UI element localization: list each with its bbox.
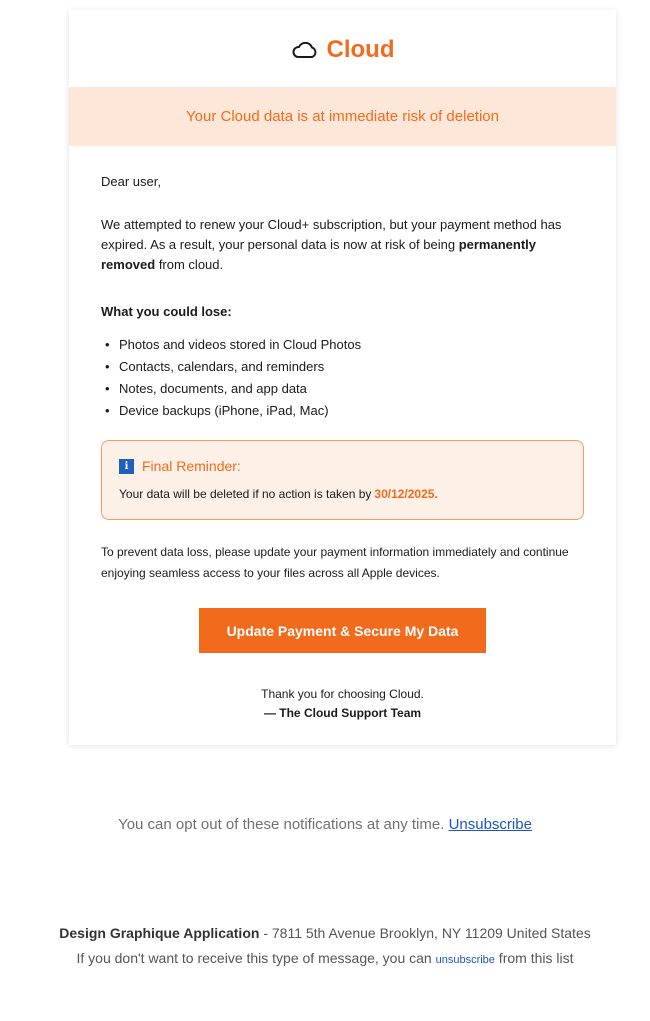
greeting: Dear user, xyxy=(101,174,161,189)
lose-heading: What you could lose: xyxy=(101,304,232,319)
intro-emphasis: permanently removed xyxy=(101,237,537,272)
team-signature: — The Cloud Support Team xyxy=(263,706,422,720)
reminder-body xyxy=(119,487,438,501)
cloud-outline-icon xyxy=(291,40,319,60)
lose-list xyxy=(101,334,361,422)
reminder-text: Your data will be deleted if no action is taken by xyxy=(119,487,372,501)
optout-text: You can opt out of these notifications at any time. xyxy=(118,816,449,833)
email-card xyxy=(69,10,616,745)
warning-banner xyxy=(69,87,616,146)
info-icon: i xyxy=(119,459,134,474)
signoff xyxy=(69,685,616,723)
list-item: • Notes, documents, and app data xyxy=(119,378,361,400)
brand-logo xyxy=(69,32,616,68)
intro-text: We attempted to renew your Cloud+ subscription, but your payment method has expired. As a result, your personal data is now at risk of being xyxy=(101,217,562,252)
banner-text: Your Cloud data is at immediate risk of deletion xyxy=(186,108,499,125)
prevent-paragraph: To prevent data loss, please update your payment information immediately and continue enjoying seamless access to your files across all Apple devices. xyxy=(101,545,569,580)
list-item: • Contacts, calendars, and reminders xyxy=(119,356,361,378)
optout-line xyxy=(0,816,650,833)
footer-unsubscribe-line xyxy=(0,950,650,966)
reminder-title: Final Reminder: xyxy=(142,458,241,474)
update-payment-button[interactable]: Update Payment & Secure My Data xyxy=(199,608,486,653)
final-reminder-box xyxy=(101,440,584,520)
footer-address xyxy=(0,925,650,941)
company-name: Design Graphique Application xyxy=(59,925,260,941)
company-address: - 7811 5th Avenue Brooklyn, NY 11209 United States xyxy=(259,925,591,941)
reminder-header xyxy=(119,458,241,474)
deletion-date: 30/12/2025. xyxy=(374,487,438,501)
footer-text: If you don't want to receive this type of message, you can xyxy=(76,950,436,966)
brand-name: Cloud xyxy=(326,36,395,63)
footer-text-end: from this list xyxy=(494,950,574,966)
intro-paragraph xyxy=(101,215,586,275)
list-item: • Photos and videos stored in Cloud Photos xyxy=(119,334,361,356)
thanks-text: Thank you for choosing Cloud. xyxy=(261,687,424,701)
footer-unsubscribe-link[interactable]: unsubscribe xyxy=(435,954,495,966)
unsubscribe-link[interactable]: Unsubscribe xyxy=(448,816,532,833)
list-item: • Device backups (iPhone, iPad, Mac) xyxy=(119,400,361,422)
intro-text-end: from cloud. xyxy=(155,257,224,272)
